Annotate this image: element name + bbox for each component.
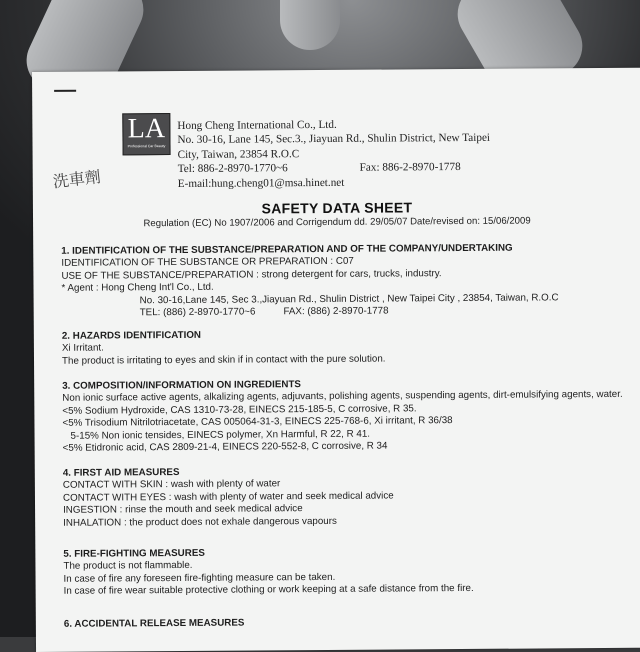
company-header (177, 117, 490, 191)
section-hazards (62, 328, 386, 368)
section-line: <5% Etidronic acid, CAS 2809-21-4, EINECS 220-552-8, C corrosive, R 34 (62, 440, 388, 454)
section-line: CONTACT WITH EYES : wash with plenty of water and seek medical advice (62, 489, 394, 504)
section-line: USE OF THE SUBSTANCE/PREPARATION : strong detergent for cars, trucks, industry. (61, 267, 442, 282)
wheel-spoke (280, 0, 340, 50)
section-line: No. 30-16,Lane 145, Sec 3.,Jiayuan Rd., Shulin District , New Taipei City , 23854, Taiwan, R.O.C (139, 291, 559, 306)
section-line: Xi Irritant. (61, 342, 104, 354)
pen-mark (54, 90, 76, 92)
section-heading: 3. COMPOSITION/INFORMATION ON INGREDIENTS (62, 379, 301, 392)
company-tel: Tel: 886-2-8970-1770~6 (177, 162, 288, 176)
section-composition (62, 376, 623, 455)
company-fax: Fax: 886-2-8970-1778 (359, 161, 461, 174)
section-heading: 2. HAZARDS IDENTIFICATION (61, 329, 202, 342)
section-line: The product is not flammable. (63, 559, 193, 572)
section-line: IDENTIFICATION OF THE SUBSTANCE OR PREPARATION : C07 (61, 255, 354, 269)
section-line: INHALATION : the product does not exhale dangerous vapours (63, 515, 337, 529)
section-fire-fighting (63, 545, 473, 598)
company-phone-row (178, 160, 491, 177)
section-line: The product is irritating to eyes and skin if in contact with the pure solution. (61, 353, 386, 367)
section-accidental-release (64, 617, 245, 631)
section-line: <5% Trisodium Nitrilotriacetate, CAS 005064-31-3, EINECS 225-768-6, Xi irritant, R 36/38 (62, 415, 453, 429)
section-heading: 1. IDENTIFICATION OF THE SUBSTANCE/PREPARATION AND OF THE COMPANY/UNDERTAKING (61, 242, 513, 257)
handwritten-note: 洗車劑 (51, 167, 102, 192)
section-line: In case of fire wear suitable protective clothing or work keeping at a safe distance from the fire. (63, 582, 474, 597)
section-heading: 6. ACCIDENTAL RELEASE MEASURES (63, 617, 245, 630)
section-line: <5% Sodium Hydroxide, CAS 1310-73-28, EINECS 215-185-5, C corrosive, R 35. (62, 402, 417, 417)
section-heading: 4. FIRST AID MEASURES (62, 466, 180, 479)
section-line: In case of fire any foreseen fire-fighting measure can be taken. (63, 571, 336, 585)
section-line: Non ionic surface active agents, alkalizing agents, adjuvants, polishing agents, suspending agents, dirt-emulsifying agents, water. (62, 388, 623, 404)
section-line: CONTACT WITH SKIN : wash with plenty of water (62, 478, 281, 491)
company-name: Hong Cheng International Co., Ltd. (177, 118, 337, 132)
section-first-aid (63, 464, 394, 529)
regulation-line: Regulation (EC) No 1907/2006 and Corrigendum dd. 29/05/07 Date/revised on: 15/06/2009 (143, 215, 531, 230)
section-line: * Agent : Hong Cheng Int'l Co., Ltd. (61, 281, 214, 294)
company-address-line2: City, Taiwan, 23854 R.O.C (177, 147, 300, 161)
section-line: INGESTION : rinse the mouth and seek medical advice (63, 503, 303, 516)
section-heading: 5. FIRE-FIGHTING MEASURES (63, 547, 205, 560)
document-title: SAFETY DATA SHEET (261, 199, 413, 217)
company-logo (122, 113, 170, 155)
safety-data-sheet-page (32, 68, 640, 652)
agent-fax: FAX: (886) 2-8970-1778 (283, 305, 389, 318)
agent-contact-row (62, 304, 559, 320)
company-email: E-mail:hung.cheng01@msa.hinet.net (177, 176, 345, 190)
logo-subtext: Professional Car Beauty (127, 144, 166, 149)
logo-letters: LA (127, 113, 166, 145)
agent-tel: TEL: (886) 2-8970-1770~6 (139, 306, 256, 319)
company-address-line1: No. 30-16, Lane 145, Sec.3., Jiayuan Rd., Shulin District, New Taipei (177, 132, 491, 147)
section-identification (61, 241, 558, 320)
section-line: 5-15% Non ionic tensides, EINECS polymer, Xn Harmful, R 22, R 41. (70, 428, 371, 442)
